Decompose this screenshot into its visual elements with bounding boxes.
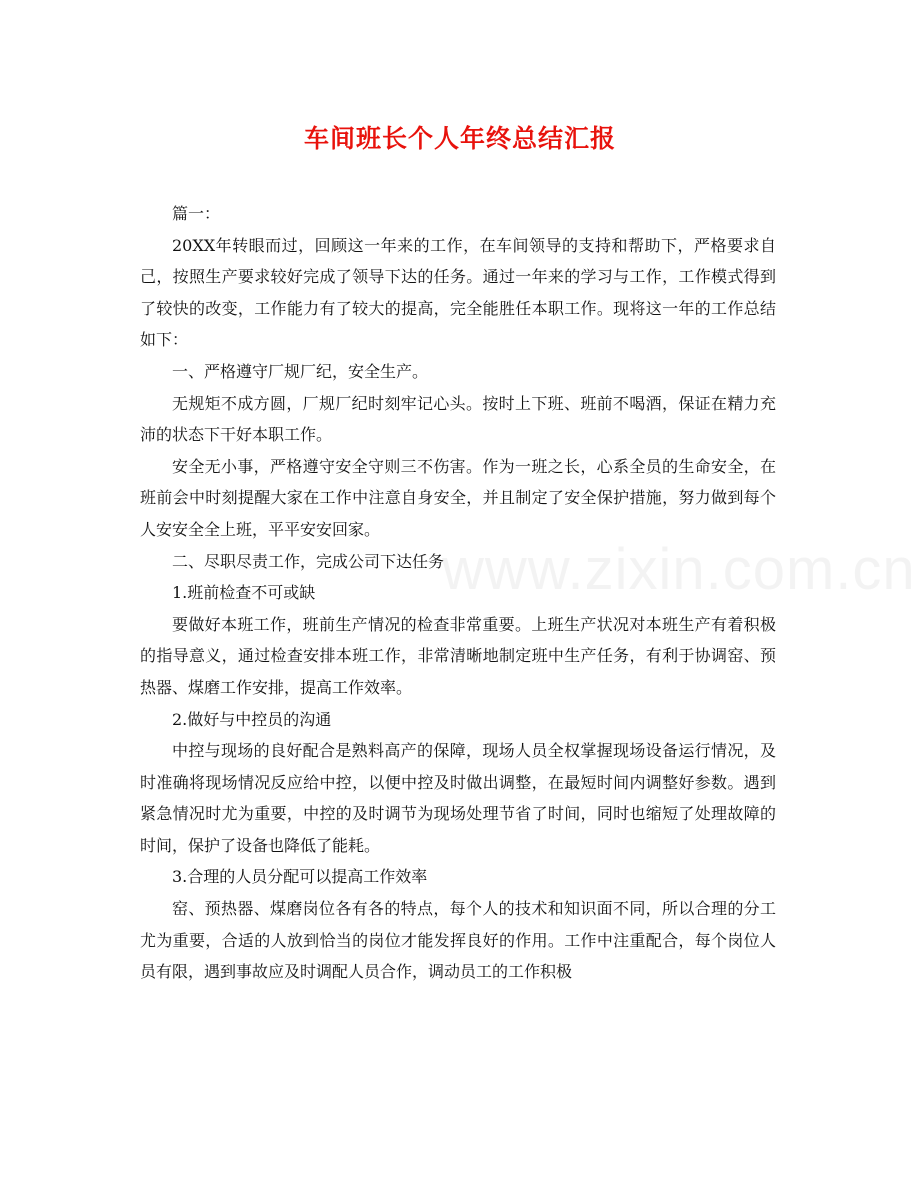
subheading-staff-allocation: 3.合理的人员分配可以提高工作效率 xyxy=(172,867,428,887)
heading-duties: 二、尽职尽责工作，完成公司下达任务 xyxy=(172,551,445,571)
paragraph-staff-allocation: 窑、预热器、煤磨岗位各有各的特点，每个人的技术和知识面不同，所以合理的分工尤为重要，合适的人放到恰当的岗位才能发挥良好的作用。工作中注重配合，每个岗位人员有限，遇到事故应及时调配人员合作，调动员工的工作积极 xyxy=(140,899,776,982)
paragraph-rules: 无规矩不成方圆，厂规厂纪时刻牢记心头。按时上下班、班前不喝酒，保证在精力充沛的状态下干好本职工作。 xyxy=(140,393,776,445)
paragraph-control-communication: 中控与现场的良好配合是熟料高产的保障，现场人员全权掌握现场设备运行情况，及时准确将现场情况反应给中控，以便中控及时做出调整，在最短时间内调整好参数。遇到紧急情况时尤为重要，中控的及时调节为现场处理节省了时间，同时也缩短了处理故障的时间，保护了设备也降低了能耗。 xyxy=(140,741,776,855)
document-body xyxy=(140,198,776,988)
section-label: 篇一： xyxy=(172,204,221,223)
paragraph-pre-shift-check: 要做好本班工作，班前生产情况的检查非常重要。上班生产状况对本班生产有着积极的指导意义，通过检查安排本班工作，非常清晰地制定班中生产任务，有利于协调窑、预热器、煤磨工作安排，提高工作效率。 xyxy=(140,614,776,697)
document-title: 车间班长个人年终总结汇报 xyxy=(303,124,616,153)
subheading-control-communication: 2.做好与中控员的沟通 xyxy=(172,709,332,729)
subheading-pre-shift-check: 1.班前检查不可或缺 xyxy=(172,583,316,603)
intro-paragraph: 20XX年转眼而过，回顾这一年来的工作，在车间领导的支持和帮助下，严格要求自己，按照生产要求较好完成了领导下达的任务。通过一年来的学习与工作，工作模式得到了较快的改变，工作能力有了较大的提高，完全能胜任本职工作。现将这一年的工作总结如下： xyxy=(140,235,776,350)
paragraph-safety: 安全无小事，严格遵守安全守则三不伤害。作为一班之长，心系全员的生命安全，在班前会中时刻提醒大家在工作中注意自身安全，并且制定了安全保护措施，努力做到每个人安安全全上班，平平安安回家。 xyxy=(140,456,776,539)
heading-discipline-safety: 一、严格遵守厂规厂纪，安全生产。 xyxy=(172,361,429,381)
watermark: www.zixin.com.cn xyxy=(442,537,916,602)
